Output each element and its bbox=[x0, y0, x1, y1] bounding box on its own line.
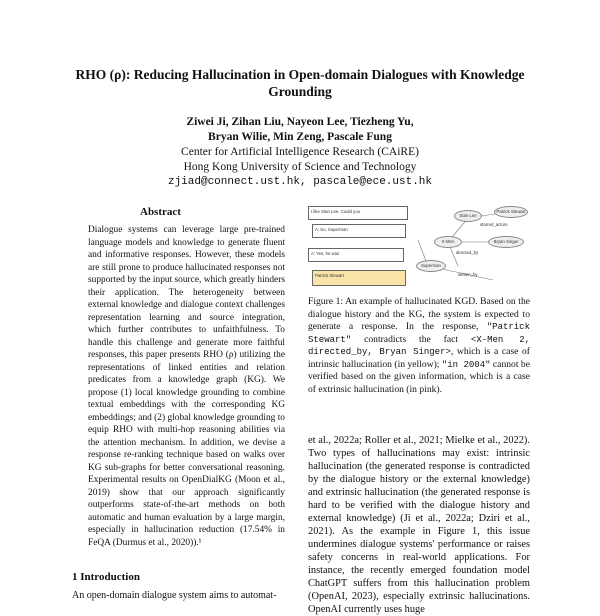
caption-kg-triple: <X-Men 2, directed_by, Bryan Singer> bbox=[308, 334, 531, 357]
introduction-first-line: An open-domain dialogue system aims to automat- bbox=[72, 590, 277, 601]
kg-node-patrick-stewart: Patrick Stewart bbox=[494, 206, 528, 218]
introduction-heading: 1 Introduction bbox=[72, 571, 140, 583]
caption-prefix: Figure 1: An example of hallucinated KGD. Based on the dialogue history and the KG, the system is expected to generate a response. In the response, bbox=[308, 296, 530, 332]
kg-node-x-men: X-Men bbox=[434, 236, 462, 248]
kg-node-stan-lee: Stan Lee bbox=[454, 210, 482, 222]
hallucinated-response: Patrick Stewart bbox=[312, 270, 406, 286]
column-2-body-text: et al., 2022a; Roller et al., 2021; Mielke et al., 2022). Two types of hallucinations may exist: intrinsic hallucination (the generated response is contradicted by the dialogue history or the external knowledge) and extrinsic hallucination (the generated response is hard to be verified with the dialogue history and external knowledge) (Ji et al., 2022a; Dziri et al., 2021). As the example in Figure 1, this issue undermines dialogue systems' performance or raises safety concerns in real-world applications. For instance, the recently emerged foundation model ChatGPT suffers from this hallucination problem (OpenAI, 2023), especially extrinsic hallucinations. OpenAI currently uses huge bbox=[308, 435, 530, 615]
kg-edge-label-written-by: written_by bbox=[458, 272, 478, 277]
figure-1-caption bbox=[308, 296, 530, 396]
paper-title: RHO (ρ): Reducing Hallucination in Open-domain Dialogues with Knowledge Grounding bbox=[75, 67, 525, 99]
kg-edge-label-directed-by: directed_by bbox=[456, 250, 479, 255]
kg-edge-label-starred-actors: starred_actors bbox=[480, 222, 508, 227]
caption-suffix: cannot be verified based on the given information, which is a case of extrinsic hallucination (in pink). bbox=[308, 358, 530, 395]
caption-mid-2: , which is a case of intrinsic hallucination (in yellow); bbox=[308, 346, 530, 370]
caption-quoted-in-2004: "in 2004" bbox=[441, 359, 491, 370]
author-block bbox=[60, 115, 540, 190]
author-emails: zjiad@connect.ust.hk, pascale@ece.ust.hk bbox=[167, 176, 433, 188]
dialogue-turn-agent-2: A: Yes, he was bbox=[308, 248, 404, 262]
abstract-text: Dialogue systems can leverage large pre-trained language models and knowledge to generate fluent and informative responses. However, these models are still prone to produce hallucinated responses not supported by the input source, which greatly hinders their application. The heterogeneity between external knowledge and dialogue context challenges representation learning and source integration, which further contributes to unfaithfulness. To handle this challenge and generate more faithful responses, this paper presents RHO (ρ) utilizing the representations of linked entities and relation predicates from a knowledge graph (KG). We propose (1) local knowledge grounding to combine textual embeddings with the corresponding KG embeddings; and (2) global knowledge grounding to equip RHO with multi-hop reasoning abilities via the attention mechanism. In addition, we devise a response re-ranking technique based on walks over KG sub-graphs for better conversational reasoning. Experimental results on OpenDialKG (Moon et al., 2019) show that our approach significantly outperforms state-of-the-art methods on both automatic and human evaluation by a large margin, especially in hallucination reduction (17.54% in FeQA (Durmus et al., 2020)).¹ bbox=[88, 225, 285, 548]
author-names-line-2: Bryan Wilie, Min Zeng, Pascale Fung bbox=[208, 131, 392, 143]
affiliation-line-1: Center for Artificial Intelligence Research (CAiRE) bbox=[181, 146, 419, 158]
abstract-heading: Abstract bbox=[140, 206, 181, 218]
dialogue-turn-user: I like Stan Lee. Could you bbox=[308, 206, 408, 220]
author-names-line-1: Ziwei Ji, Zihan Liu, Nayeon Lee, Tiezheng Yu, bbox=[186, 116, 414, 128]
affiliation-line-2: Hong Kong University of Science and Technology bbox=[183, 161, 417, 173]
figure-1 bbox=[308, 204, 530, 294]
caption-quoted-patrick-stewart: "Patrick Stewart" bbox=[308, 322, 530, 345]
dialogue-turn-agent-1: A: So, Superman bbox=[312, 224, 406, 238]
kg-node-bryan-singer: Bryan Singer bbox=[488, 236, 524, 248]
kg-node-superman: Superman bbox=[416, 260, 446, 272]
caption-mid-1: contradicts the fact bbox=[351, 333, 471, 345]
